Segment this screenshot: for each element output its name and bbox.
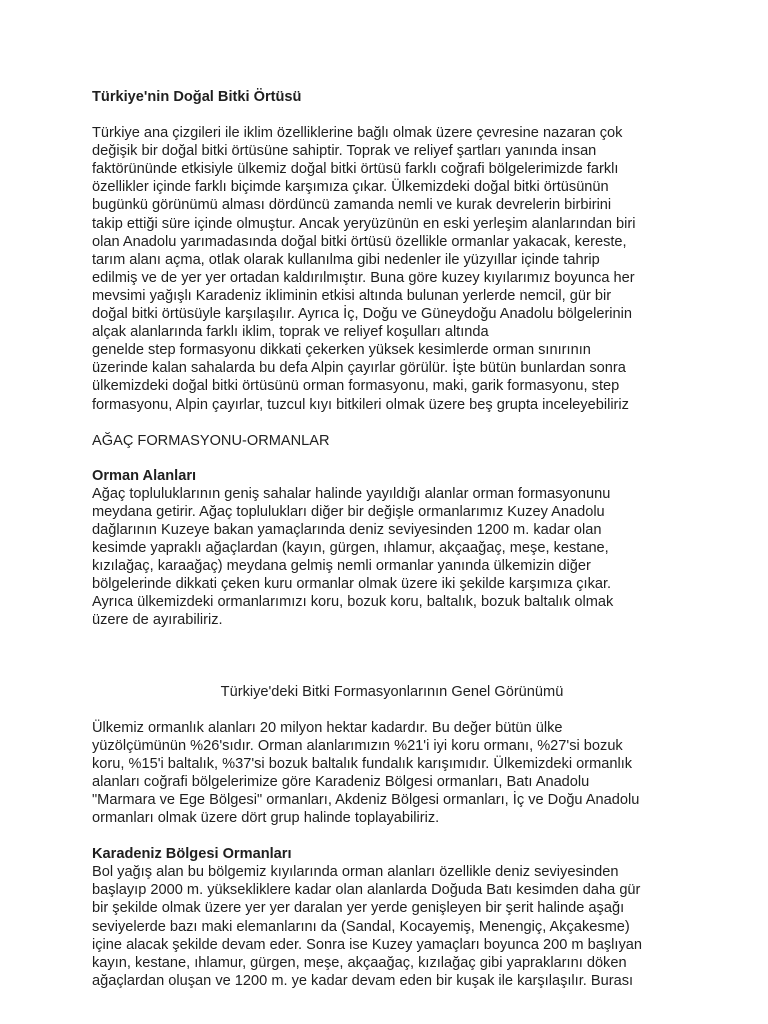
text-line: tarım alanı açma, otlak olarak kullanılma gibi nedenler ile yüzyıllar içinde tahrip	[92, 251, 600, 268]
text-line: Ağaç topluluklarının geniş sahalar halinde yayıldığı alanlar orman formasyonunu	[92, 485, 611, 502]
text-line: alanları coğrafi bölgelerimize göre Karadeniz Bölgesi ormanları, Batı Anadolu	[92, 773, 590, 790]
document-page	[92, 88, 692, 990]
karadeniz-paragraph	[92, 863, 692, 990]
spacer	[92, 827, 692, 845]
orman-paragraph	[92, 485, 692, 630]
text-line: içine alacak şekilde devam eder. Sonra ise Kuzey yamaçları boyunca 200 m başlıyan	[92, 936, 642, 953]
text-line: koru, %15'i baltalık, %37'si bozuk baltalık fundalık karışımıdır. Ülkemizdeki ormanlık	[92, 755, 633, 772]
text-line: bölgelerinde dikkati çeken kuru ormanlar olmak üzere iki şekilde karşımıza çıkar.	[92, 576, 612, 593]
text-line: Bol yağış alan bu bölgemiz kıyılarında orman alanları özellikle deniz seviyesinden	[92, 864, 619, 881]
text-line: Ülkemiz ormanlık alanları 20 milyon hektar kadardır. Bu değer bütün ülke	[92, 719, 563, 736]
text-line: "Marmara ve Ege Bölgesi" ormanları, Akdeniz Bölgesi ormanları, İç ve Doğu Anadolu	[92, 792, 640, 808]
text-line: kızılağaç, karaağaç) meydana gelmiş nemli ormanlar yanında ülkemizin diğer	[92, 558, 591, 575]
text-line: faktörününde etkisiyle ülkemiz doğal bitki örtüsü farklı coğrafi bölgelerimizde farklı	[92, 161, 619, 178]
text-line: meydana getirir. Ağaç toplulukları diğer bir değişle ormanlarımız Kuzey Anadolu	[92, 503, 605, 520]
spacer	[92, 701, 692, 719]
text-line: ülkemizdeki doğal bitki örtüsünü orman formasyonu, maki, garik formasyonu, step	[92, 378, 620, 395]
text-line: seviyelerde bazı maki elemanlarını da (Sandal, Kocayemiş, Menengiç, Akçakesme)	[92, 918, 630, 935]
text-line: kesimde yapraklı ağaçlardan (kayın, gürgen, ıhlamur, akçaağaç, meşe, kestane,	[92, 540, 609, 557]
subheading-orman-alanlari: Orman Alanları	[92, 467, 197, 484]
overview-paragraph	[92, 719, 692, 828]
text-line: özellikler içinde farklı biçimde karşımıza çıkar. Ülkemizdeki doğal bitki örtüsünün	[92, 179, 609, 196]
text-line: üzere de ayırabiliriz.	[92, 612, 223, 629]
text-line: üzerinde kalan sahalarda bu defa Alpin çayırlar görülür. İşte bütün bunlardan sonra	[92, 360, 626, 377]
text-line: genelde step formasyonu dikkati çekerken yüksek kesimlerde orman sınırının	[92, 342, 591, 359]
text-line: başlayıp 2000 m. yüksekliklere kadar olan alanlarda Doğuda Batı kesimden daha gür	[92, 882, 641, 899]
spacer	[92, 630, 692, 683]
subheading-karadeniz: Karadeniz Bölgesi Ormanları	[92, 846, 292, 863]
text-line: ormanları olmak üzere dört grup halinde toplayabiliriz.	[92, 810, 440, 827]
spacer	[92, 450, 692, 467]
document-title: Türkiye'nin Doğal Bitki Örtüsü	[92, 89, 302, 105]
text-line: mevsimi yağışlı Karadeniz ikliminin etkisi altında bulunan yerlerde nemcil, gür bir	[92, 287, 612, 304]
spacer	[92, 106, 692, 124]
text-line: alçak alanlarında farklı iklim, toprak ve reliyef koşulları altında	[92, 324, 489, 341]
text-line: doğal bitki örtüsüyle karşılaşılır. Ayrıca İç, Doğu ve Güneydoğu Anadolu bölgelerinin	[92, 306, 633, 323]
centered-section-title: Türkiye'deki Bitki Formasyonlarının Genel Görünümü	[220, 683, 564, 700]
text-line: formasyonu, Alpin çayırlar, tuzcul kıyı bitkileri olmak üzere beş grupta inceleyebiliriz	[92, 396, 629, 413]
text-line: bir şekilde olmak üzere yer yer daralan yer yerde genişleyen bir şerit halinde aşağı	[92, 900, 625, 917]
section-heading-agac-formasyonu: AĞAÇ FORMASYONU-ORMANLAR	[92, 432, 330, 449]
text-line: dağlarının Kuzeye bakan yamaçlarında deniz seviyesinden 1200 m. kadar olan	[92, 521, 602, 538]
spacer	[92, 414, 692, 432]
text-line: takip ettiği süre içinde olmuştur. Ancak yeryüzünün en eski yerleşim alanlarından biri	[92, 215, 636, 232]
text-line: edilmiş ve de yer yer ortadan kaldırılmıştır. Buna göre kuzey kıyılarımız boyunca her	[92, 269, 635, 286]
text-line: olan Anadolu yarımadasında doğal bitki örtüsü özellikle ormanlar yakacak, kereste,	[92, 233, 627, 250]
text-line: Türkiye ana çizgileri ile iklim özelliklerine bağlı olmak üzere çevresine nazaran çok	[92, 125, 623, 142]
intro-paragraph	[92, 124, 692, 414]
text-line: yüzölçümünün %26'sıdır. Orman alanlarımızın %21'i iyi koru ormanı, %27'si bozuk	[92, 737, 623, 754]
text-line: Ayrıca ülkemizdeki ormanlarımızı koru, bozuk koru, baltalık, bozuk baltalık olmak	[92, 594, 614, 611]
text-line: kayın, kestane, ıhlamur, gürgen, meşe, akçaağaç, kızılağaç gibi yapraklarını döken	[92, 954, 627, 971]
text-line: ağaçlardan oluşan ve 1200 m. ye kadar devam eden bir kuşak ile karşılaşılır. Burası	[92, 972, 634, 989]
text-line: bugünkü görünümü alması dördüncü zamanda nemli ve kurak devrelerin birbirini	[92, 197, 612, 214]
text-line: değişik bir doğal bitki örtüsüne sahiptir. Toprak ve reliyef şartları yanında insan	[92, 143, 597, 160]
